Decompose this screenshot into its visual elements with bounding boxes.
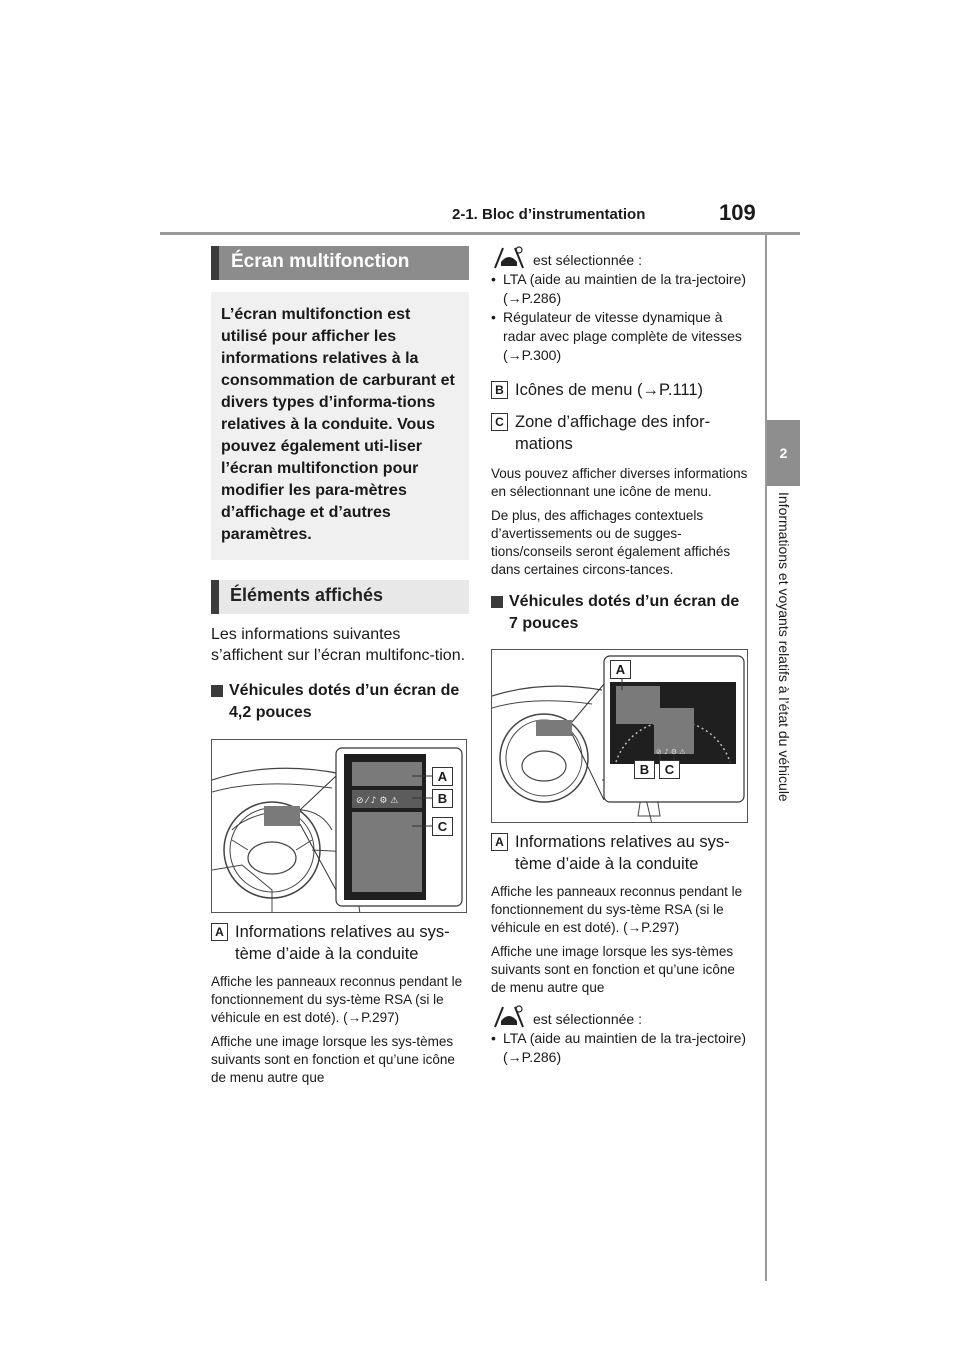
figure-7-inch-display: [491, 649, 748, 823]
selected-line-1: [491, 244, 749, 270]
selected-text-2: est sélectionnée :: [533, 1011, 642, 1027]
item-b-text: Icônes de menu (→P.111): [515, 381, 704, 399]
fig2-label-a: A: [610, 660, 631, 679]
item-a-paragraph-1: Affiche les panneaux reconnus pendant le fonctionnement du sys-tème RSA (si le véhicule en est doté). (→P.297): [211, 974, 463, 1025]
page-number: 109: [719, 200, 756, 225]
left-column: [211, 246, 469, 1087]
bullet-lta-1: • LTA (aide au maintien de la tra-jectoire) (→P.286): [491, 270, 749, 308]
item-a-paragraph-2: Affiche une image lorsque les sys-tèmes suivants sont en fonction et qu’une icône de menu autre que: [211, 1034, 455, 1085]
item-a-title-7: [491, 831, 749, 875]
label-c: C: [491, 413, 508, 431]
svg-text:⊘ ⁄ ♪ ⚙ ⚠: ⊘ ⁄ ♪ ⚙ ⚠: [356, 796, 399, 806]
item-c-paragraph-1: Vous pouvez afficher diverses informations en sélectionnant une icône de menu.: [491, 466, 748, 499]
driving-assist-icon: [491, 1003, 527, 1029]
subheading-7-inch: [491, 591, 749, 635]
square-bullet-icon: [491, 596, 503, 608]
square-bullet-icon: [211, 685, 223, 697]
chapter-title-vertical: Informations et voyants relatifs à l’état du véhicule: [776, 492, 792, 802]
bullet-acc: • Régulateur de vitesse dynamique à radar avec plage complète de vitesses (→P.300): [491, 308, 749, 365]
intro-box: L’écran multifonction est utilisé pour afficher les informations relatives à la consommation de carburant et divers types d’informa-tions relatives à la conduite. Vous pouvez également uti-liser l’écran multifonction pour modifier les para-mètres d’affichage et d’autres paramètres.: [211, 292, 469, 560]
fig1-label-c: C: [432, 817, 453, 836]
fig2-label-b: B: [634, 760, 655, 779]
item-a-title: [211, 921, 469, 965]
heading-ecran-multifonction: Écran multifonction: [211, 246, 469, 280]
bullet-lta-2: • LTA (aide au maintien de la tra-jectoire) (→P.286): [491, 1029, 749, 1067]
item-a-paragraph-2-7: Affiche une image lorsque les sys-tèmes suivants sont en fonction et qu’une icône de menu autre que: [491, 944, 735, 995]
item-b-title: [491, 379, 749, 401]
section-title: 2-1. Bloc d’instrumentation: [452, 206, 646, 223]
label-b: B: [491, 381, 508, 399]
item-a-text-7: Informations relatives au sys-tème d’aide à la conduite: [515, 833, 730, 873]
subheading-4-2-inch: [211, 680, 469, 724]
label-a-7: A: [491, 833, 508, 851]
lead-paragraph: Les informations suivantes s’affichent sur l’écran multifonc-tion.: [211, 626, 466, 664]
item-c-paragraph-2: De plus, des affichages contextuels d’avertissements ou de sugges-tions/conseils seront également affichés dans certaines circons-tances.: [491, 508, 731, 577]
selected-line-2: [491, 1003, 749, 1029]
subheading-text-2: Véhicules dotés d’un écran de 7 pouces: [509, 593, 740, 632]
svg-text:⊘ ♪ ⚙ ⚠: ⊘ ♪ ⚙ ⚠: [656, 748, 686, 756]
driving-assist-icon: [491, 244, 527, 270]
fig1-label-b: B: [432, 789, 453, 808]
subheading-text: Véhicules dotés d’un écran de 4,2 pouces: [229, 682, 460, 721]
fig2-label-c: C: [659, 760, 680, 779]
label-a: A: [211, 923, 228, 941]
chapter-tab[interactable]: 2: [767, 420, 800, 486]
header-rule: [160, 232, 800, 235]
figure-4-2-inch-display: [211, 739, 467, 913]
dashboard-illustration: [212, 740, 467, 913]
selected-text-1: est sélectionnée :: [533, 252, 642, 268]
side-rule: [765, 233, 767, 1281]
item-c-text: Zone d’affichage des infor-mations: [515, 413, 711, 453]
fig1-label-a: A: [432, 767, 453, 786]
item-a-text: Informations relatives au sys-tème d’aide à la conduite: [235, 923, 450, 963]
right-column: [491, 244, 749, 1067]
item-a-paragraph-1-7: Affiche les panneaux reconnus pendant le fonctionnement du sys-tème RSA (si le véhicule en est doté). (→P.297): [491, 884, 743, 935]
heading-elements-affiches: Éléments affichés: [211, 580, 469, 614]
item-c-title: [491, 411, 749, 455]
